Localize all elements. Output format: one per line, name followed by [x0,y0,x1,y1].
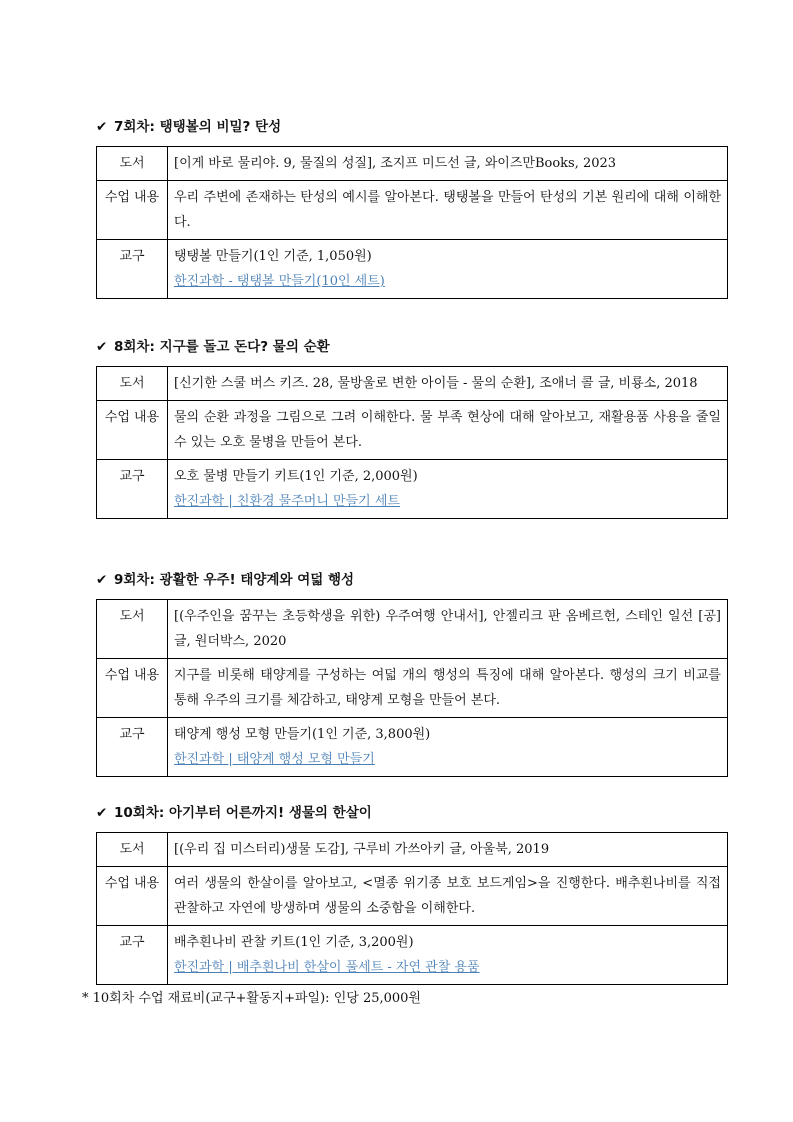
lesson-content-value: 지구를 비롯해 태양계를 구성하는 여덟 개의 행성의 특징에 대해 알아본다. 행성의 크기 비교를 통해 우주의 크기를 체감하고, 태양계 모형을 만들어 본다. [168,659,728,718]
checkmark-icon: ✔ [96,119,108,135]
tools-label: 교구 [97,926,168,985]
tools-value: 탱탱볼 만들기(1인 기준, 1,050원) [174,249,372,264]
session-title: 8회차: 지구를 돌고 돈다? 물의 순환 [114,339,330,355]
tools-purchase-link[interactable]: 한진과학 | 배추흰나비 한살이 풀세트 - 자연 관찰 용품 [174,960,480,975]
tools-row [97,926,728,985]
lesson-content-row [97,659,728,718]
tools-cell [168,240,728,299]
book-row [97,147,728,181]
lesson-content-row [97,181,728,240]
book-row [97,833,728,867]
book-label: 도서 [97,600,168,659]
checkmark-icon: ✔ [96,572,108,588]
session-title: 9회차: 광활한 우주! 태양계와 여덟 행성 [114,572,355,588]
tools-purchase-link[interactable]: 한진과학 | 친환경 물주머니 만들기 세트 [174,494,400,509]
session-10-table [96,832,728,985]
lesson-content-label: 수업 내용 [97,401,168,460]
tools-label: 교구 [97,460,168,519]
session-7-heading [96,118,728,138]
book-value: [이게 바로 물리야. 9, 물질의 성질], 조지프 미드선 글, 와이즈만Books, 2023 [168,147,728,181]
book-row [97,600,728,659]
lesson-content-row [97,867,728,926]
session-title: 10회차: 아기부터 어른까지! 생물의 한살이 [114,805,372,821]
lesson-content-value: 우리 주변에 존재하는 탄성의 예시를 알아본다. 탱탱볼을 만들어 탄성의 기본 원리에 대해 이해한다. [168,181,728,240]
lesson-content-value: 여러 생물의 한살이를 알아보고, <멸종 위기종 보호 보드게임>을 진행한다. 배추흰나비를 직접 관찰하고 자연에 방생하며 생물의 소중함을 이해한다. [168,867,728,926]
tools-label: 교구 [97,718,168,777]
lesson-content-row [97,401,728,460]
tools-cell [168,718,728,777]
checkmark-icon: ✔ [96,339,108,355]
session-8-heading [96,338,728,358]
tools-cell [168,926,728,985]
session-7-section [96,118,728,299]
session-10-heading [96,804,728,824]
session-9-section [96,571,728,777]
tools-cell [168,460,728,519]
tools-row [97,460,728,519]
tools-row [97,240,728,299]
session-9-table [96,599,728,777]
session-8-table [96,366,728,519]
session-7-table [96,146,728,299]
session-9-heading [96,571,728,591]
book-row [97,367,728,401]
session-10-section [96,804,728,985]
tools-label: 교구 [97,240,168,299]
session-8-section [96,338,728,519]
tools-row [97,718,728,777]
checkmark-icon: ✔ [96,805,108,821]
lesson-content-label: 수업 내용 [97,181,168,240]
material-cost-footnote: * 10회차 수업 재료비(교구+활동지+파일): 인당 25,000원 [82,991,421,1006]
book-label: 도서 [97,367,168,401]
session-title: 7회차: 탱탱볼의 비밀? 탄성 [114,119,282,135]
book-value: [(우리 집 미스터리)생물 도감], 구루비 가쓰아키 글, 아울북, 2019 [168,833,728,867]
tools-purchase-link[interactable]: 한진과학 | 태양계 행성 모형 만들기 [174,752,375,767]
lesson-content-label: 수업 내용 [97,659,168,718]
tools-value: 오호 물병 만들기 키트(1인 기준, 2,000원) [174,469,418,484]
book-label: 도서 [97,147,168,181]
tools-value: 태양계 행성 모형 만들기(1인 기준, 3,800원) [174,727,431,742]
tools-value: 배추흰나비 관찰 키트(1인 기준, 3,200원) [174,935,414,950]
tools-purchase-link[interactable]: 한진과학 - 탱탱볼 만들기(10인 세트) [174,274,385,289]
book-value: [(우주인을 꿈꾸는 초등학생을 위한) 우주여행 안내서], 안젤리크 판 옴베르헌, 스테인 일선 [공]글, 원더박스, 2020 [168,600,728,659]
lesson-content-value: 물의 순환 과정을 그림으로 그려 이해한다. 물 부족 현상에 대해 알아보고, 재활용품 사용을 줄일 수 있는 오호 물병을 만들어 본다. [168,401,728,460]
lesson-content-label: 수업 내용 [97,867,168,926]
book-value: [신기한 스쿨 버스 키즈. 28, 물방울로 변한 아이들 - 물의 순환], 조애너 콜 글, 비룡소, 2018 [168,367,728,401]
book-label: 도서 [97,833,168,867]
